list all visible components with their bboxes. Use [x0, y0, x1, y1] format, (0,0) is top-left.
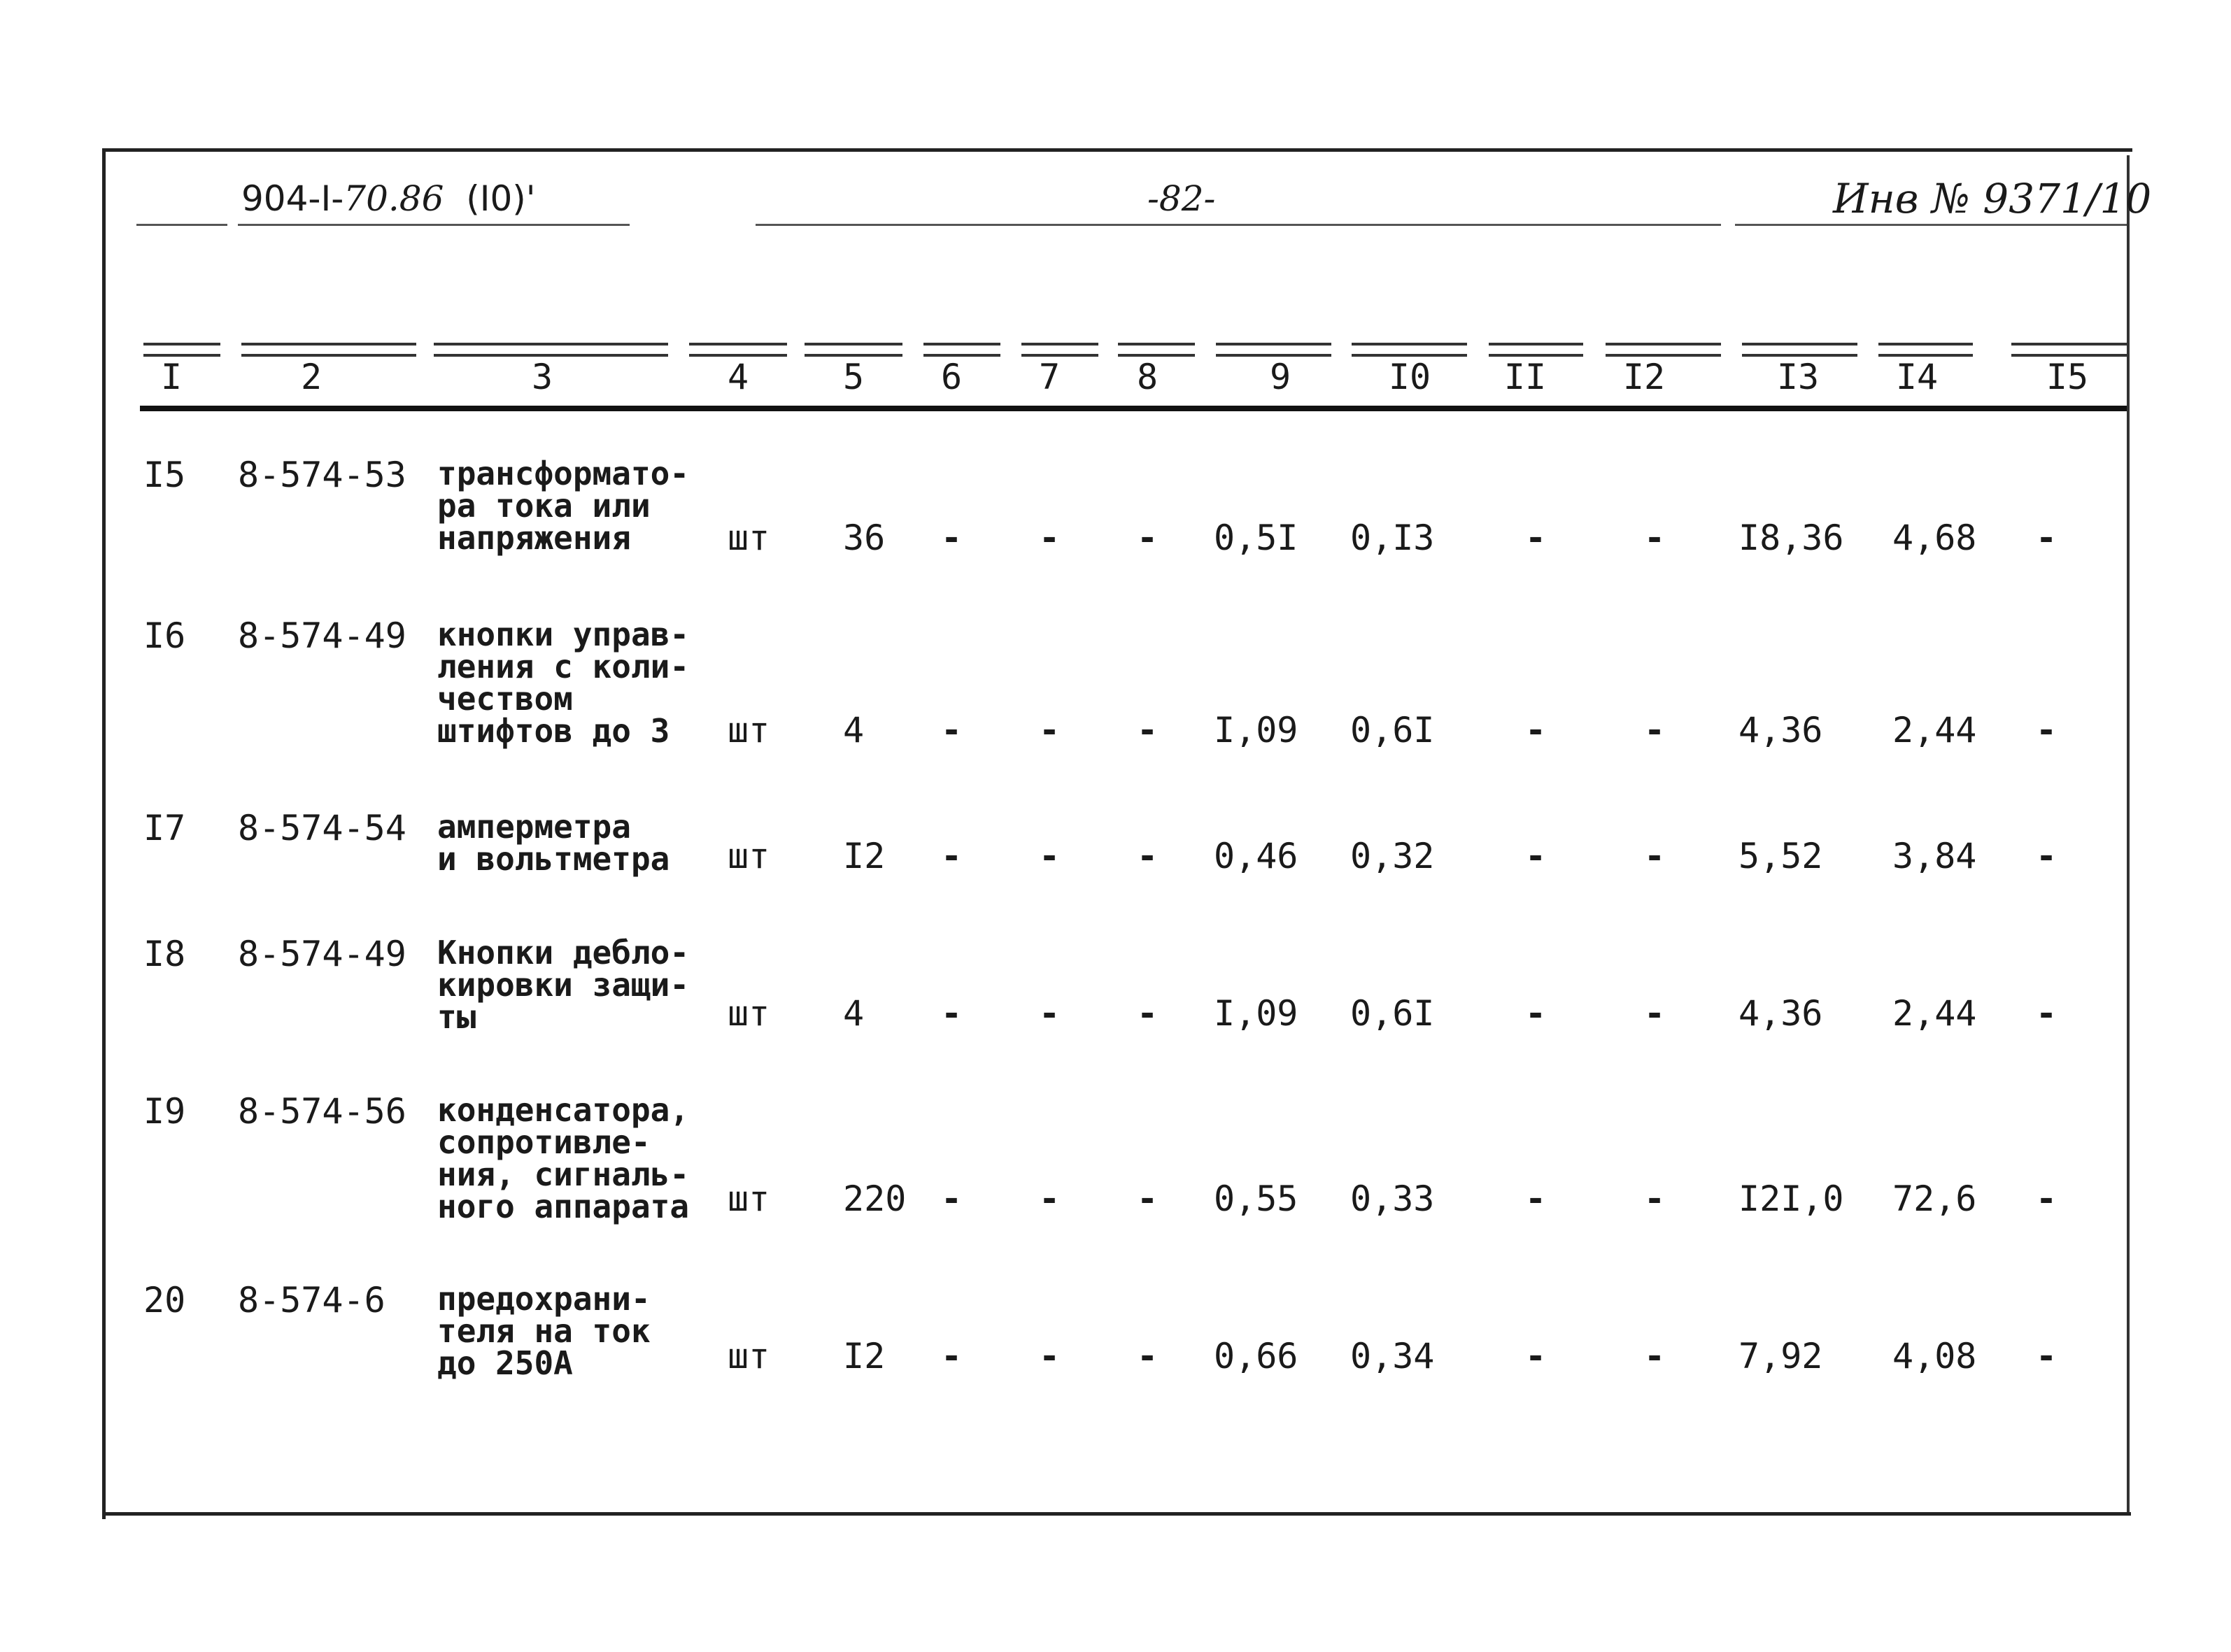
- column-header-rule: [1489, 343, 1583, 357]
- col14-cell: 3,84: [1892, 836, 1977, 876]
- col11-cell: -: [1525, 518, 1547, 558]
- header-underline: [136, 224, 227, 226]
- col6-cell: -: [941, 993, 963, 1034]
- col10-cell: 0,I3: [1350, 518, 1435, 558]
- column-number: II: [1503, 357, 1547, 397]
- column-number: 3: [531, 357, 553, 397]
- column-number: I0: [1388, 357, 1431, 397]
- col7-cell: -: [1039, 993, 1061, 1034]
- frame-top-border: [104, 148, 2132, 152]
- document-number: [241, 178, 536, 219]
- col12-cell: -: [1644, 836, 1666, 876]
- column-header-rule: [2011, 343, 2127, 357]
- column-header-rule: [805, 343, 902, 357]
- column-header-rule: [143, 343, 220, 357]
- col11-cell: -: [1525, 836, 1547, 876]
- frame-bottom-border: [102, 1512, 2131, 1516]
- row-number-cell: I9: [143, 1091, 186, 1132]
- col14-cell: 4,08: [1892, 1336, 1977, 1376]
- col14-cell: 2,44: [1892, 710, 1977, 750]
- row-number-cell: I5: [143, 455, 186, 495]
- quantity-cell: 4: [843, 710, 865, 750]
- doc-prefix: 904-I-: [241, 178, 344, 219]
- col13-cell: 7,92: [1738, 1336, 1823, 1376]
- col7-cell: -: [1039, 710, 1061, 750]
- code-cell: 8-574-56: [238, 1091, 406, 1132]
- col15-cell: -: [2036, 993, 2058, 1034]
- col7-cell: -: [1039, 1179, 1061, 1219]
- quantity-cell: I2: [843, 1336, 886, 1376]
- frame-right-border: [2127, 155, 2130, 1512]
- column-header-rule: [241, 343, 416, 357]
- col13-cell: 4,36: [1738, 993, 1823, 1034]
- col13-cell: 4,36: [1738, 710, 1823, 750]
- column-header-rule: [1021, 343, 1098, 357]
- col13-cell: I8,36: [1738, 518, 1844, 558]
- unit-cell: шт: [728, 1179, 770, 1219]
- col11-cell: -: [1525, 710, 1547, 750]
- column-number: 6: [940, 357, 963, 397]
- row-number-cell: I8: [143, 934, 186, 974]
- col11-cell: -: [1525, 993, 1547, 1034]
- column-number: 7: [1038, 357, 1061, 397]
- row-number-cell: I6: [143, 615, 186, 656]
- page-number: -82-: [1147, 178, 1216, 219]
- col8-cell: -: [1137, 993, 1159, 1034]
- description-cell: трансформато- ра тока или напряжения: [437, 455, 690, 557]
- column-header-rule: [1606, 343, 1721, 357]
- description-cell: кнопки управ- ления с коли- чеством штифтов до 3: [437, 615, 690, 750]
- col14-cell: 72,6: [1892, 1179, 1977, 1219]
- column-header-rule: [923, 343, 1000, 357]
- quantity-cell: 220: [843, 1179, 907, 1219]
- col7-cell: -: [1039, 1336, 1061, 1376]
- description-cell: предохрани- теля на ток до 250А: [437, 1280, 651, 1382]
- quantity-cell: 4: [843, 993, 865, 1034]
- column-number: 9: [1269, 357, 1291, 397]
- code-cell: 8-574-49: [238, 934, 406, 974]
- column-number: I3: [1776, 357, 1820, 397]
- col15-cell: -: [2036, 836, 2058, 876]
- col8-cell: -: [1137, 1179, 1159, 1219]
- column-header-rule: [1216, 343, 1331, 357]
- unit-cell: шт: [728, 1336, 770, 1376]
- unit-cell: шт: [728, 518, 770, 558]
- description-cell: конденсатора, сопротивле- ния, сигналь- ного аппарата: [437, 1091, 690, 1225]
- col14-cell: 2,44: [1892, 993, 1977, 1034]
- column-header-rule: [689, 343, 787, 357]
- col7-cell: -: [1039, 518, 1061, 558]
- header-underline: [1735, 224, 2127, 226]
- col9-cell: I,09: [1214, 710, 1298, 750]
- description-cell: амперметра и вольтметра: [437, 808, 670, 878]
- col10-cell: 0,32: [1350, 836, 1435, 876]
- header-underline: [238, 224, 630, 226]
- doc-handwritten-number: 70.86: [343, 178, 444, 219]
- col9-cell: 0,5I: [1214, 518, 1298, 558]
- row-number-cell: I7: [143, 808, 186, 848]
- code-cell: 8-574-53: [238, 455, 406, 495]
- col8-cell: -: [1137, 1336, 1159, 1376]
- header-underline: [756, 224, 1721, 226]
- unit-cell: шт: [728, 836, 770, 876]
- frame-left-border: [102, 148, 106, 1519]
- column-header-rule: [1878, 343, 1973, 357]
- column-number: 8: [1136, 357, 1159, 397]
- col8-cell: -: [1137, 710, 1159, 750]
- col12-cell: -: [1644, 1336, 1666, 1376]
- column-number: 2: [300, 357, 323, 397]
- col9-cell: I,09: [1214, 993, 1298, 1034]
- column-header-rule: [1352, 343, 1467, 357]
- doc-suffix: (I0)': [466, 178, 536, 219]
- col12-cell: -: [1644, 993, 1666, 1034]
- quantity-cell: 36: [843, 518, 886, 558]
- code-cell: 8-574-54: [238, 808, 406, 848]
- col6-cell: -: [941, 1179, 963, 1219]
- col10-cell: 0,6I: [1350, 710, 1435, 750]
- code-cell: 8-574-6: [238, 1280, 385, 1320]
- col10-cell: 0,33: [1350, 1179, 1435, 1219]
- col15-cell: -: [2036, 1336, 2058, 1376]
- col12-cell: -: [1644, 1179, 1666, 1219]
- unit-cell: шт: [728, 710, 770, 750]
- inventory-number: Инв № 9371/10: [1833, 175, 2152, 222]
- col8-cell: -: [1137, 518, 1159, 558]
- column-header-rule: [1118, 343, 1195, 357]
- col10-cell: 0,6I: [1350, 993, 1435, 1034]
- code-cell: 8-574-49: [238, 615, 406, 656]
- column-number: I2: [1622, 357, 1666, 397]
- col12-cell: -: [1644, 710, 1666, 750]
- col15-cell: -: [2036, 710, 2058, 750]
- quantity-cell: I2: [843, 836, 886, 876]
- col6-cell: -: [941, 518, 963, 558]
- col14-cell: 4,68: [1892, 518, 1977, 558]
- row-number-cell: 20: [143, 1280, 186, 1320]
- description-cell: Кнопки дебло- кировки защи- ты: [437, 934, 690, 1036]
- col7-cell: -: [1039, 836, 1061, 876]
- col13-cell: I2I,0: [1738, 1179, 1844, 1219]
- col8-cell: -: [1137, 836, 1159, 876]
- column-header-rule: [434, 343, 668, 357]
- column-number: 4: [727, 357, 749, 397]
- column-number: I4: [1895, 357, 1939, 397]
- column-number: I: [160, 357, 183, 397]
- col11-cell: -: [1525, 1336, 1547, 1376]
- column-header-rule: [1742, 343, 1857, 357]
- col6-cell: -: [941, 1336, 963, 1376]
- col9-cell: 0,46: [1214, 836, 1298, 876]
- col12-cell: -: [1644, 518, 1666, 558]
- header-separator-rule: [140, 406, 2127, 411]
- col11-cell: -: [1525, 1179, 1547, 1219]
- col15-cell: -: [2036, 518, 2058, 558]
- col9-cell: 0,55: [1214, 1179, 1298, 1219]
- col13-cell: 5,52: [1738, 836, 1823, 876]
- unit-cell: шт: [728, 993, 770, 1034]
- col6-cell: -: [941, 836, 963, 876]
- column-number: I5: [2046, 357, 2089, 397]
- col6-cell: -: [941, 710, 963, 750]
- col9-cell: 0,66: [1214, 1336, 1298, 1376]
- col15-cell: -: [2036, 1179, 2058, 1219]
- column-number: 5: [842, 357, 865, 397]
- col10-cell: 0,34: [1350, 1336, 1435, 1376]
